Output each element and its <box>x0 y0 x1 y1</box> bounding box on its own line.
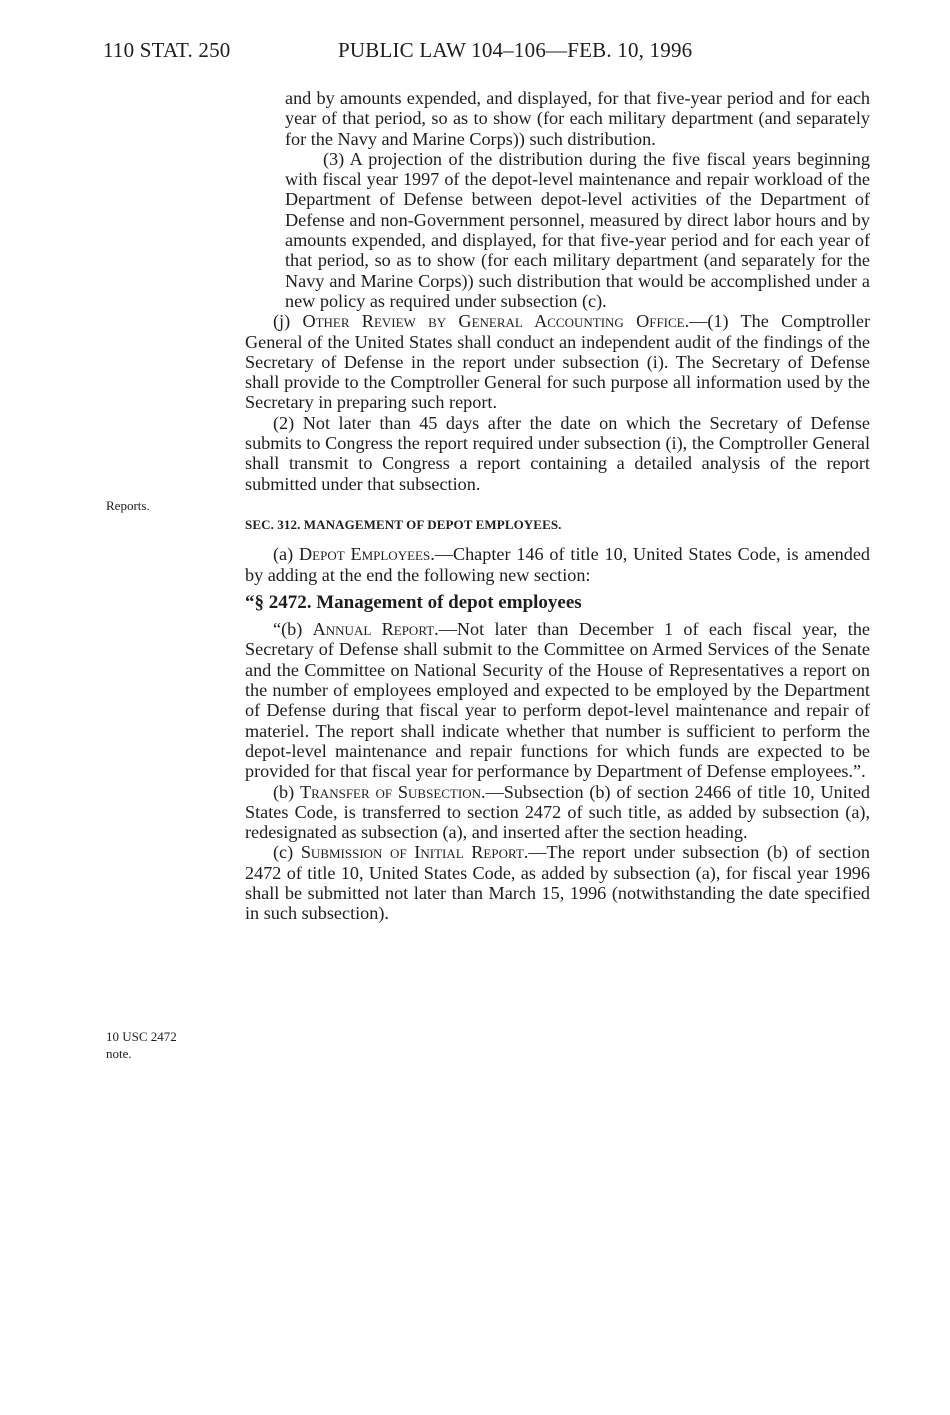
paragraph-continuation: and by amounts expended, and displayed, for that five-year period and for each year of that period, so as to show (for each military department (and separately for the Navy and Marine Corps)) such distribution. <box>285 88 870 149</box>
running-header: PUBLIC LAW 104–106—FEB. 10, 1996 <box>338 38 693 62</box>
paragraph-c <box>245 842 870 923</box>
paragraph-a <box>245 544 870 585</box>
paragraph-j <box>245 311 870 412</box>
paragraph-j-caption: Other Review by General Accounting Office. <box>302 311 690 332</box>
paragraph-j-text: —(1) The Comptroller General of the United States shall conduct an independent audit of the findings of the Secretary of Defense in the report under subsection (i). The Secretary of Defense shall provide to the Comptroller General for such purpose all information used by the Secretary in preparing such report. <box>245 311 870 413</box>
paragraph-annual-report <box>245 619 870 781</box>
page-number-header: 110 STAT. 250 <box>103 38 231 62</box>
paragraph-annual-report-caption: Annual Report. <box>312 619 439 640</box>
section-heading: SEC. 312. MANAGEMENT OF DEPOT EMPLOYEES. <box>245 516 562 532</box>
paragraph-c-lead: (c) <box>273 842 301 863</box>
margin-note-usc-line2: note. <box>106 1046 132 1061</box>
paragraph-b <box>245 782 870 843</box>
subsection-heading: “§ 2472. Management of depot employees <box>245 591 582 613</box>
paragraph-a-text: —Chapter 146 of title 10, United States Code, is amended by adding at the end the following new section: <box>245 544 870 585</box>
margin-note-usc-line1: 10 USC 2472 <box>106 1029 177 1044</box>
paragraph-j-lead: (j) <box>273 311 303 332</box>
paragraph-b-lead: (b) <box>273 781 301 802</box>
paragraph-annual-report-lead: “(b) <box>273 619 313 640</box>
margin-note-usc <box>106 1028 177 1062</box>
paragraph-a-lead: (a) <box>273 544 300 565</box>
paragraph-annual-report-text: —Not later than December 1 of each fiscal year, the Secretary of Defense shall submit to the Committee on Armed Services of the Senate and the Committee on National Security of the House of Representatives a report on the number of employees employed and expected to be employed by the Department of Defense during that fiscal year to perform depot-level maintenance and repair of materiel. The report shall indicate whether that number is sufficient to perform the depot-level maintenance and repair functions for which funds are expected to be provided for that fiscal year for performance by Department of Defense employees.”. <box>245 619 870 782</box>
paragraph-3: (3) A projection of the distribution during the five fiscal years beginning with fiscal year 1997 of the depot-level maintenance and repair workload of the Department of Defense between depot-level activities of the Department of Defense and non-Government personnel, measured by direct labor hours and by amounts expended, and displayed, for that five-year period and for each year of that period, so as to show (for each military department (and separately for the Navy and Marine Corps)) such distribution that would be accomplished under a new policy as required under subsection (c). <box>285 148 870 311</box>
paragraph-j2: (2) Not later than 45 days after the date on which the Secretary of Defense submits to Congress the report required under subsection (i), the Comptroller General shall transmit to Congress a report containing a detailed analysis of the report submitted under that subsection. <box>245 412 870 494</box>
paragraph-b-caption: Transfer of Subsection. <box>300 781 486 802</box>
paragraph-c-caption: Submission of Initial Report. <box>300 842 529 863</box>
body-text <box>245 88 870 924</box>
paragraph-b-text: —Subsection (b) of section 2466 of title 10, United States Code, is transferred to section 2472 of such title, as added by subsection (a), redesignated as subsection (a), and inserted after the section heading. <box>245 781 870 843</box>
paragraph-c-text: —The report under subsection (b) of section 2472 of title 10, United States Code, as added by subsection (a), for fiscal year 1996 shall be submitted not later than March 15, 1996 (notwithstanding the date specified in such subsection). <box>245 842 871 924</box>
paragraph-a-caption: Depot Employees. <box>299 544 435 565</box>
margin-note-reports: Reports. <box>106 498 150 513</box>
